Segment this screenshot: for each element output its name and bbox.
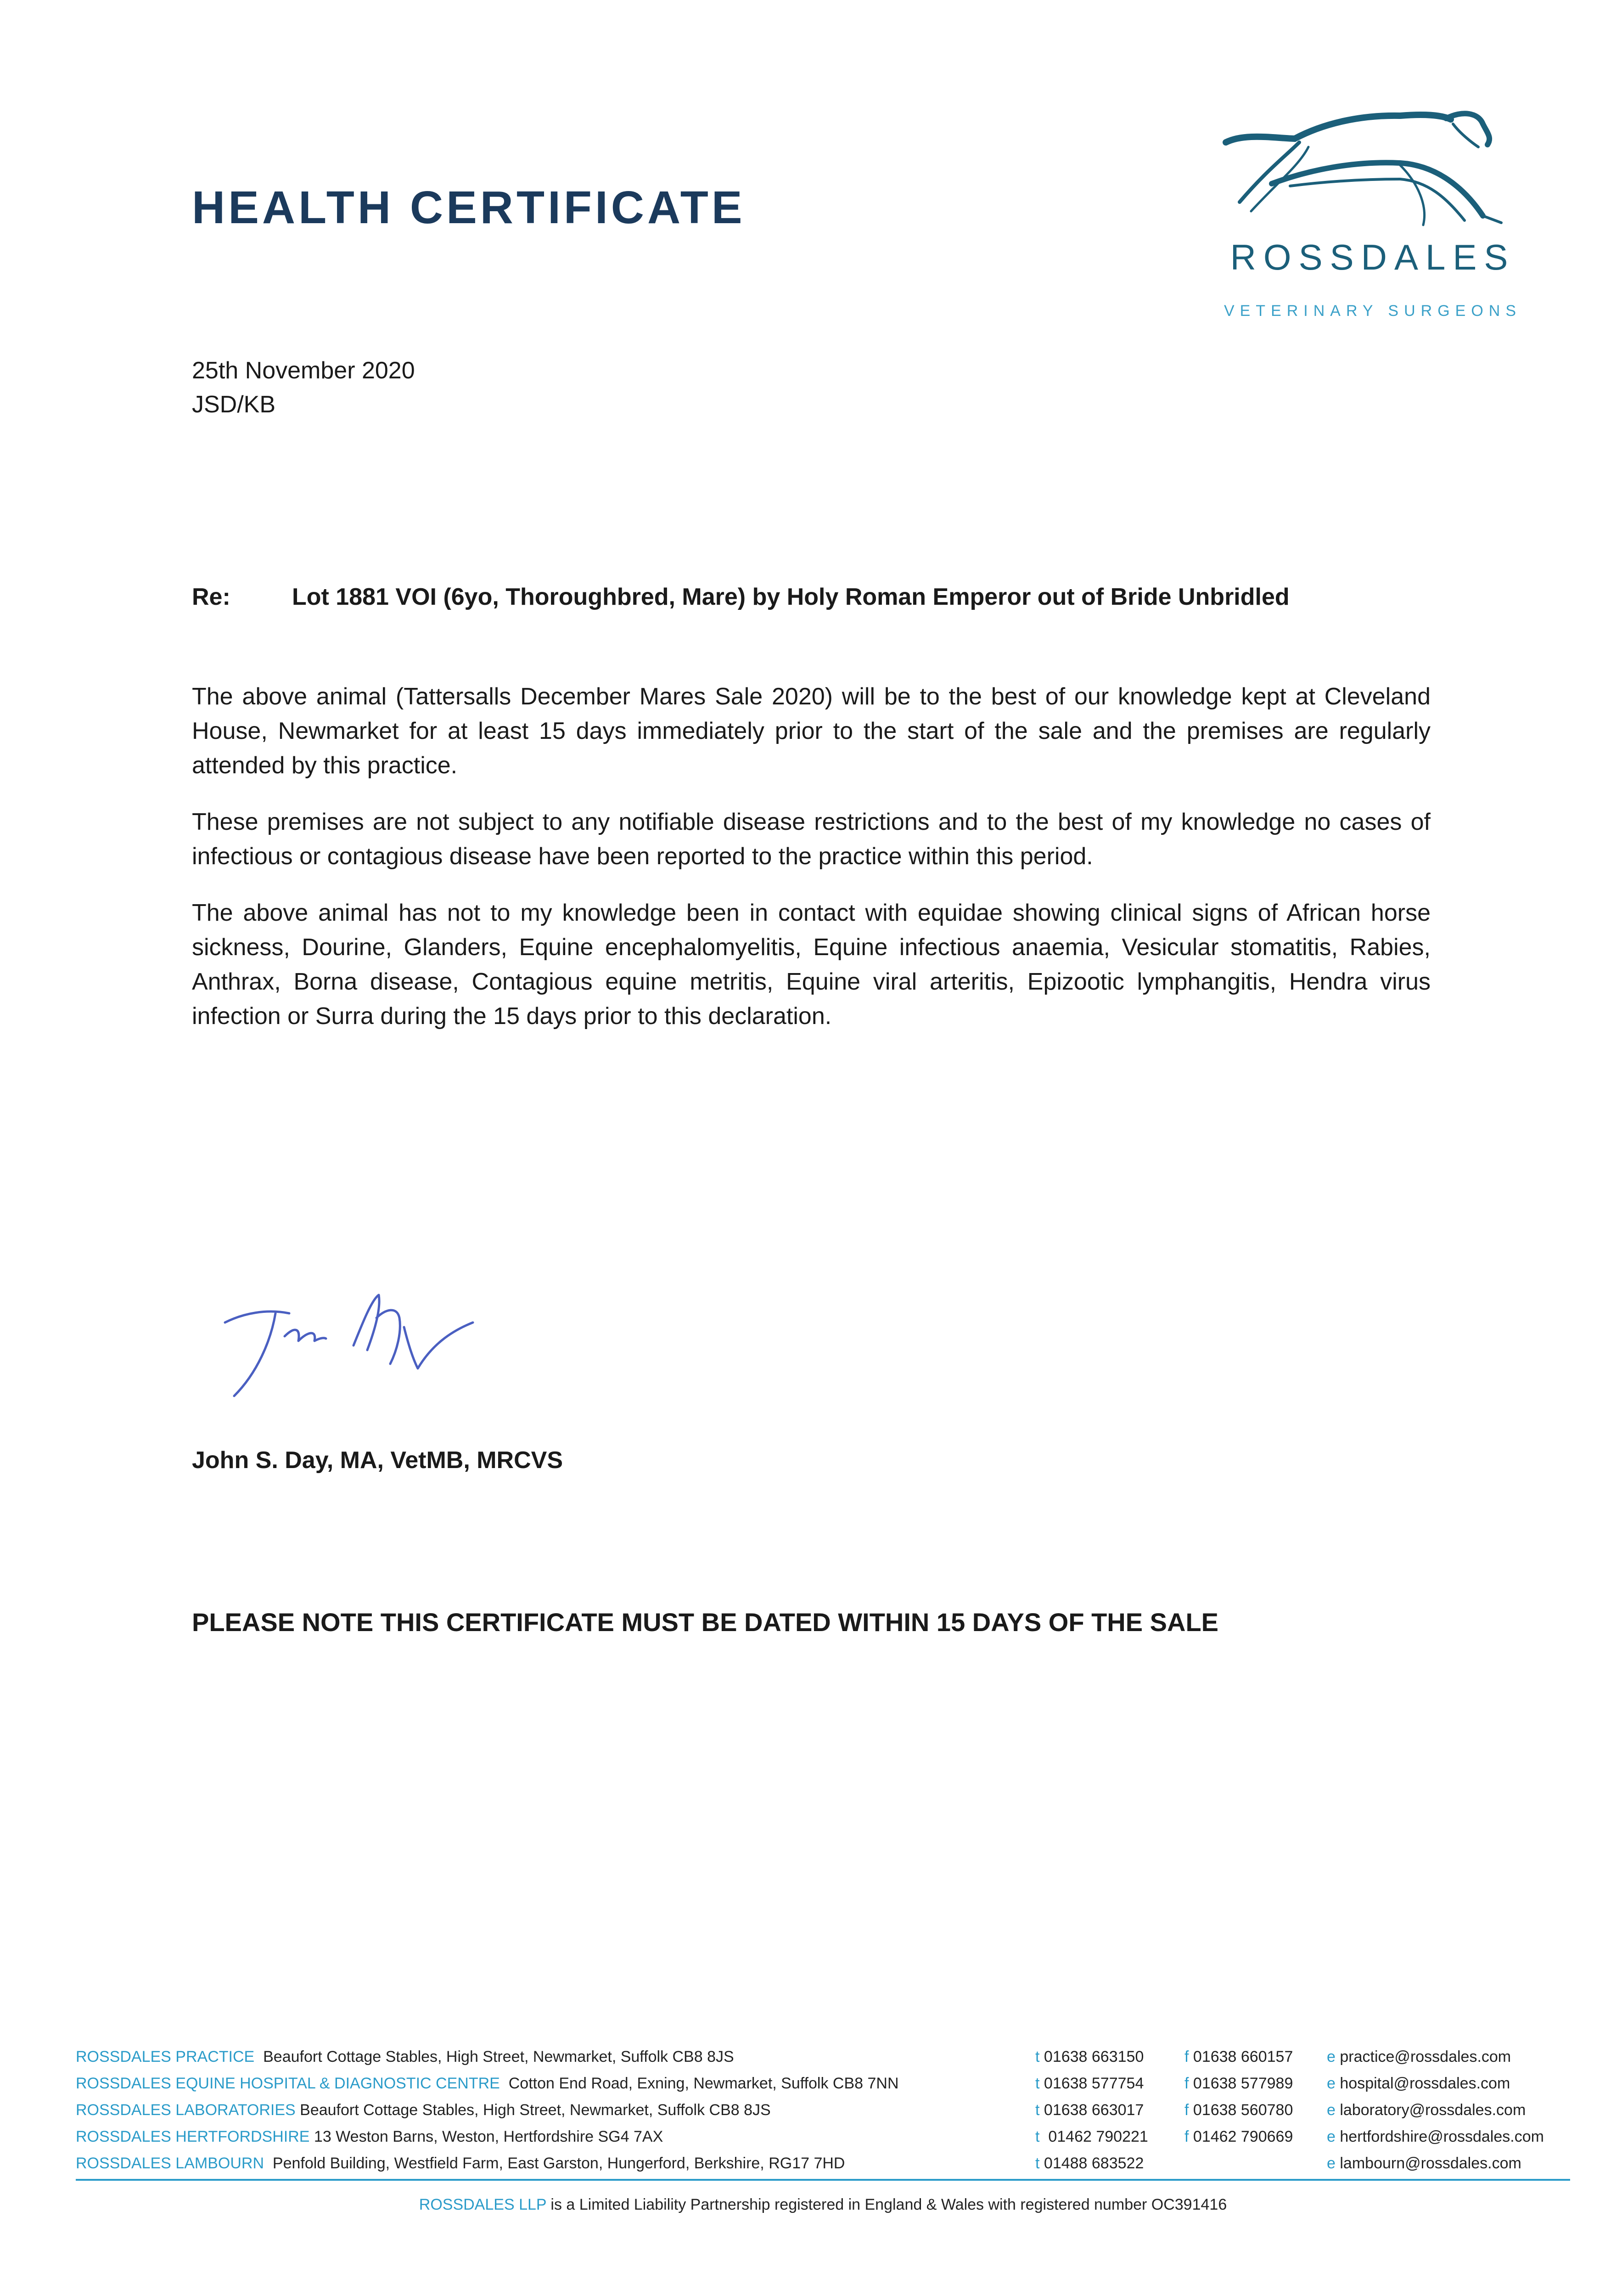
legal-text: is a Limited Liability Partnership registered in England & Wales with registered number OC391416 [550, 2196, 1227, 2213]
rossdales-logo [1194, 106, 1543, 335]
legal-entity-name: ROSSDALES LLP [419, 2196, 546, 2213]
body-paragraph: These premises are not subject to any notifiable disease restrictions and to the best of my knowledge no cases of infectious or contagious disease have been reported to the practice within this period. [192, 809, 1431, 870]
re-label: Re: [192, 584, 230, 610]
footer-fax: 01462 790669 [1193, 2128, 1293, 2145]
footer-phone: 01638 577754 [1044, 2075, 1144, 2092]
handwritten-signature [216, 1281, 500, 1410]
footer-practice-name: ROSSDALES PRACTICE [76, 2048, 255, 2065]
footer-phone: 01488 683522 [1044, 2155, 1144, 2172]
footer-email[interactable]: hospital@rossdales.com [1340, 2075, 1510, 2092]
footer-practice-name: ROSSDALES HERTFORDSHIRE [76, 2128, 310, 2145]
footer-fax: 01638 660157 [1193, 2048, 1293, 2065]
footer-email[interactable]: lambourn@rossdales.com [1340, 2155, 1521, 2172]
page-title: HEALTH CERTIFICATE [192, 182, 746, 233]
footer-practice-name: ROSSDALES LAMBOURN [76, 2155, 264, 2172]
footer-fax: 01638 560780 [1193, 2101, 1293, 2119]
footer-row: ROSSDALES HERTFORDSHIRE 13 Weston Barns, Weston, Hertfordshire SG4 7AX t 01462 790221 f 01462 790669 e hertfordshire@rossdales.com [76, 2128, 1544, 2145]
footer-practice-name: ROSSDALES LABORATORIES [76, 2101, 296, 2119]
body-paragraph: The above animal (Tattersalls December Mares Sale 2020) will be to the best of our knowledge kept at Cleveland House, Newmarket for at least 15 days immediately prior to the start of the sale and the premises are regularly attended by this practice. [192, 683, 1431, 779]
footer-phone: 01638 663017 [1044, 2101, 1144, 2119]
footer-address: Beaufort Cottage Stables, High Street, Newmarket, Suffolk CB8 8JS [263, 2048, 734, 2065]
footer-practice-name: ROSSDALES EQUINE HOSPITAL & DIAGNOSTIC CENTRE [76, 2075, 500, 2092]
galloping-horse-icon [1207, 106, 1529, 234]
footer-address: Cotton End Road, Exning, Newmarket, Suffolk CB8 7NN [508, 2075, 899, 2092]
signatory-name: John S. Day, MA, VetMB, MRCVS [192, 1447, 563, 1474]
footer-email[interactable]: hertfordshire@rossdales.com [1340, 2128, 1544, 2145]
footer-phone: 01638 663150 [1044, 2048, 1144, 2065]
footer-email[interactable]: laboratory@rossdales.com [1340, 2101, 1526, 2119]
footer-row: ROSSDALES EQUINE HOSPITAL & DIAGNOSTIC CENTRE Cotton End Road, Exning, Newmarket, Suffolk CB8 7NN t 01638 577754 f 01638 577989 e hospital@rossdales.com [76, 2075, 1510, 2092]
body-paragraph: The above animal has not to my knowledge been in contact with equidae showing clinical signs of African horse sickness, Dourine, Glanders, Equine encephalomyelitis, Equine infectious anaemia, Vesicular stomatitis, Rabies, Anthrax, Borna disease, Contagious equine metritis, Equine viral arteritis, Epizootic lymphangitis, Hendra virus infection or Surra during the 15 days prior to this declaration. [192, 900, 1431, 1030]
dating-notice: PLEASE NOTE THIS CERTIFICATE MUST BE DATED WITHIN 15 DAYS OF THE SALE [192, 1608, 1219, 1637]
footer-row: ROSSDALES PRACTICE Beaufort Cottage Stables, High Street, Newmarket, Suffolk CB8 8JS t 01638 663150 f 01638 660157 e practice@rossdales.com [76, 2048, 1511, 2065]
footer-address: Penfold Building, Westfield Farm, East Garston, Hungerford, Berkshire, RG17 7HD [272, 2155, 845, 2172]
footer-fax: 01638 577989 [1193, 2075, 1293, 2092]
logo-subtitle: VETERINARY SURGEONS [1224, 302, 1522, 320]
letter-date: 25th November 2020 [192, 357, 415, 384]
letter-reference: JSD/KB [192, 391, 276, 418]
footer-email[interactable]: practice@rossdales.com [1340, 2048, 1511, 2065]
logo-brand-name: ROSSDALES [1230, 237, 1515, 277]
footer-row: ROSSDALES LAMBOURN Penfold Building, Westfield Farm, East Garston, Hungerford, Berkshire, RG17 7HD t 01488 683522 e lambourn@rossdales.com [76, 2155, 1521, 2172]
footer-divider [76, 2179, 1570, 2181]
legal-notice [76, 2196, 1570, 2214]
re-subject: Lot 1881 VOI (6yo, Thoroughbred, Mare) by Holy Roman Emperor out of Bride Unbridled [292, 584, 1290, 610]
footer-phone: 01462 790221 [1048, 2128, 1148, 2145]
footer-address: 13 Weston Barns, Weston, Hertfordshire SG4 7AX [314, 2128, 663, 2145]
certificate-body [192, 680, 1431, 1056]
footer-row: ROSSDALES LABORATORIES Beaufort Cottage Stables, High Street, Newmarket, Suffolk CB8 8JS t 01638 663017 f 01638 560780 e laboratory@rossdales.com [76, 2101, 1526, 2119]
footer-address: Beaufort Cottage Stables, High Street, Newmarket, Suffolk CB8 8JS [300, 2101, 771, 2119]
letter-meta [192, 354, 415, 422]
footer-contacts [76, 2043, 1570, 2177]
